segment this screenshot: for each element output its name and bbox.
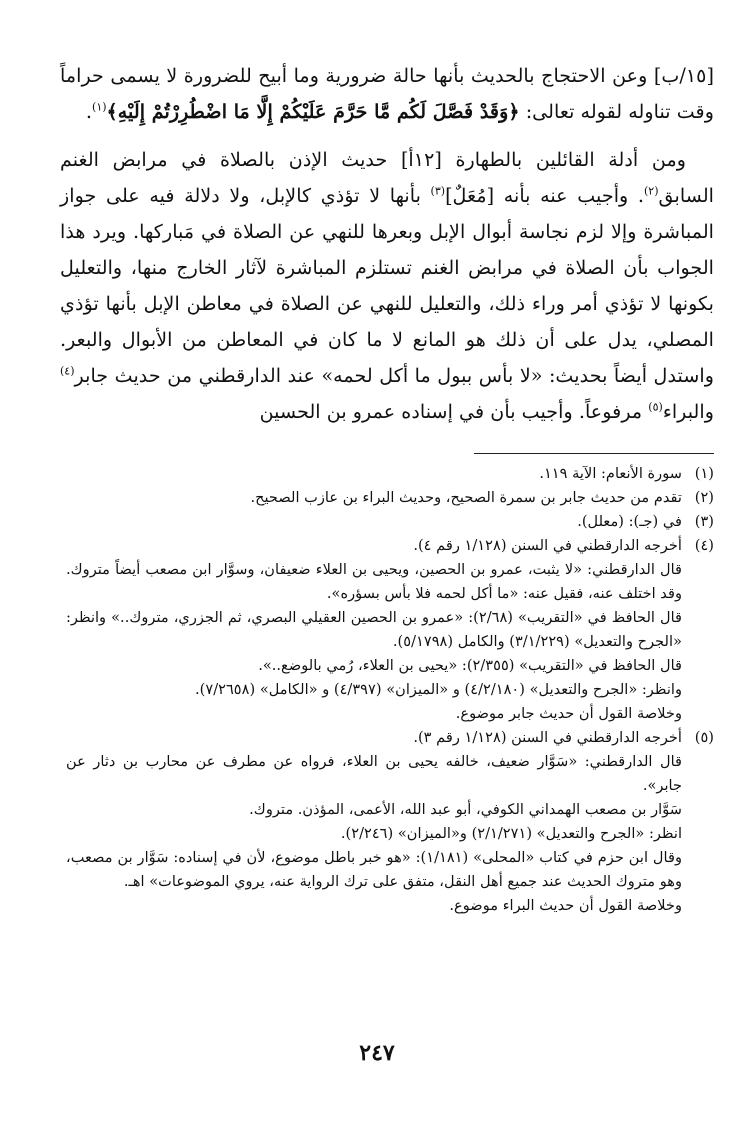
main-text bbox=[60, 58, 714, 430]
footnote-number: (٢) bbox=[694, 489, 714, 506]
footnote-line: قال الحافظ في «التقريب» (٢/٦٨): «عمرو بن الحصين العقيلي البصري، ثم الجزري، متروك..» وانظر: «الجرح والتعديل» (٣/١/٢٢٩) والكامل (٥/١٧٩٨). bbox=[66, 609, 683, 650]
footnote-line: وقال ابن حزم في كتاب «المحلى» (١/١٨١): «هو خبر باطل موضوع، لأن في إسناده: سَوَّار بن مصعب، وهو متروك الحديث عند جميع أهل النقل، متفق على ترك الرواية عنه، يروي الموضوعات» اهـ. bbox=[66, 849, 682, 890]
quran-verse: ﴿وَقَدْ فَصَّلَ لَكُم مَّا حَرَّمَ عَلَيْكُمْ إِلَّا مَا اضْطُرِرْتُمْ إِلَيْهِ﴾ bbox=[106, 100, 520, 123]
paragraph-2: ومن أدلة القائلين بالطهارة [١٢أ] حديث الإذن بالصلاة في مرابض الغنم السابق$^{(٢)}$. وأجيب عنه بأنه [مُعَلٌ]$^{(٣)}$ بأنها لا تؤذي كالإبل، ولا دلالة فيه على جواز المباشرة وإلا لزم نجاسة أبوال الإبل وبعرها للنهي عن الصلاة في مَباركها. ويرد هذا الجواب بأن الصلاة في مرابض الغنم تستلزم المباشرة لآثار الخارج منها، والتعليل بكونها لا تؤذي أمر وراء ذلك، والتعليل للنهي عن الصلاة في معاطن الإبل بأنها تؤذي المصلي، يدل على أن ذلك هو المانع لا ما كان في المعاطن من الأبوال والبعر. واستدل أيضاً بحديث: «لا بأس ببول ما أكل لحمه» عند الدارقطني من حديث جابر$^{(٤)}$ والبراء$^{(٥)}$ مرفوعاً. وأجيب بأن في إسناده عمرو بن الحسين bbox=[60, 148, 714, 423]
footnote-line: في (جـ): (معلل). bbox=[577, 513, 682, 530]
footnote-4 bbox=[66, 534, 714, 726]
footnote-3 bbox=[66, 510, 714, 534]
footnote-line: سَوَّار بن مصعب الهمداني الكوفي، أبو عبد الله، الأعمى، المؤذن. متروك. bbox=[249, 801, 682, 818]
footnote-separator bbox=[474, 453, 714, 454]
footnote-line: أخرجه الدارقطني في السنن (١/١٢٨ رقم ٣). bbox=[413, 729, 682, 746]
footnote-ref-4[interactable]: (٤) bbox=[60, 364, 75, 378]
footnote-5 bbox=[66, 726, 714, 918]
footnote-line: تقدم من حديث جابر بن سمرة الصحيح، وحديث البراء بن عازب الصحيح. bbox=[250, 489, 682, 506]
footnote-line: وخلاصة القول أن حديث جابر موضوع. bbox=[455, 705, 682, 722]
footnote-number: (١) bbox=[694, 465, 714, 482]
footnote-line: قال الحافظ في «التقريب» (٢/٣٥٥): «يحيى بن العلاء، رُمي بالوضع..». bbox=[258, 657, 682, 674]
footnote-line: وانظر: «الجرح والتعديل» (٤/٢/١٨٠) و «الميزان» (٤/٣٩٧) و «الكامل» (٧/٢٦٥٨). bbox=[195, 681, 682, 698]
footnote-1 bbox=[66, 462, 714, 486]
paragraph-1: [١٥/ب] وعن الاحتجاج بالحديث بأنها حالة ضرورية وما أبيح للضرورة لا يسمى حراماً وقت تناوله لقوله تعالى: ﴿وَقَدْ فَصَّلَ لَكُم مَّا حَرَّمَ عَلَيْكُمْ إِلَّا مَا اضْطُرِرْتُمْ إِلَيْهِ﴾$^{(١)}$. bbox=[60, 64, 714, 123]
footnote-number: (٣) bbox=[694, 513, 714, 530]
footnote-line: قال الدارقطني: «لا يثبت، عمرو بن الحصين، ويحيى بن العلاء ضعيفان، وسوَّار ابن مصعب أيضاً متروك. وقد اختلف عنه، فقيل عنه: «ما أكل لحمه فلا بأس بسؤره». bbox=[66, 561, 682, 602]
footnote-ref-3[interactable]: (٣) bbox=[430, 184, 446, 198]
footnotes bbox=[66, 462, 714, 918]
footnote-ref-5[interactable]: (٥) bbox=[648, 400, 663, 414]
footnote-number: (٥) bbox=[694, 729, 714, 746]
footnote-ref-1[interactable]: (١) bbox=[92, 100, 107, 114]
page-number: ٢٤٧ bbox=[359, 1040, 395, 1066]
footnote-ref-2[interactable]: (٢) bbox=[644, 184, 659, 198]
footnote-line: سورة الأنعام: الآية ١١٩. bbox=[539, 465, 682, 482]
footnote-line: أخرجه الدارقطني في السنن (١/١٢٨ رقم ٤). bbox=[413, 537, 682, 554]
footnote-number: (٤) bbox=[694, 537, 714, 554]
footnote-2 bbox=[66, 486, 714, 510]
footnote-line: قال الدارقطني: «سَوَّار ضعيف، خالفه يحيى بن العلاء، فرواه عن مطرف عن محارب بن دثار عن جابر». bbox=[66, 753, 682, 794]
footnote-line: انظر: «الجرح والتعديل» (٢/١/٢٧١) و«الميزان» (٢/٢٤٦). bbox=[340, 825, 682, 842]
footnote-line: وخلاصة القول أن حديث البراء موضوع. bbox=[449, 897, 682, 914]
